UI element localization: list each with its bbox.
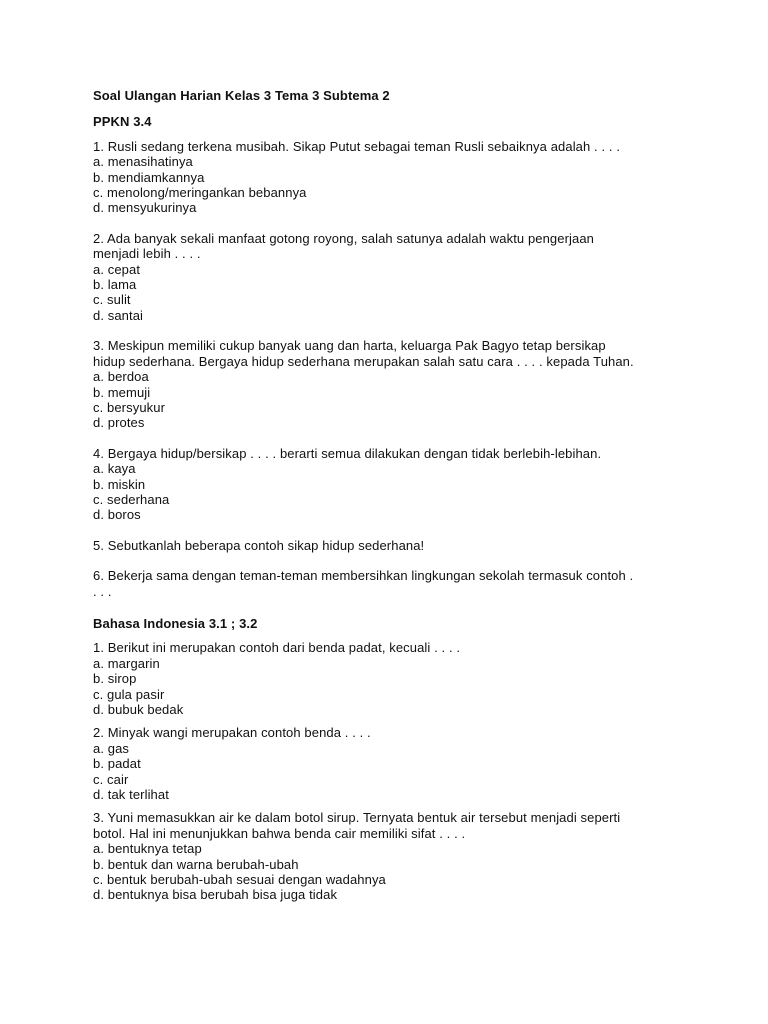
question-2	[93, 231, 733, 323]
option-a: a. gas	[93, 740, 130, 756]
option-d: d. protes	[93, 415, 145, 431]
question-text: menjadi lebih . . . .	[93, 246, 201, 262]
option-a: a. menasihatinya	[93, 154, 193, 170]
option-d: d. boros	[93, 507, 141, 523]
option-b: b. lama	[93, 277, 137, 293]
question-text: 2. Ada banyak sekali manfaat gotong royong, salah satunya adalah waktu pengerjaan	[93, 230, 595, 246]
option-d: d. mensyukurinya	[93, 200, 197, 216]
section-ppkn	[93, 114, 733, 599]
document-title: Soal Ulangan Harian Kelas 3 Tema 3 Subtema 2	[93, 88, 390, 103]
question-text: 5. Sebutkanlah beberapa contoh sikap hidup sederhana!	[93, 537, 425, 553]
option-c: c. bentuk berubah-ubah sesuai dengan wadahnya	[93, 872, 386, 888]
option-a: a. kaya	[93, 461, 136, 477]
question-text: botol. Hal ini menunjukkan bahwa benda cair memiliki sifat . . . .	[93, 825, 466, 841]
question-text: hidup sederhana. Bergaya hidup sederhana merupakan salah satu cara . . . . kepada Tuhan.	[93, 353, 634, 369]
option-d: d. tak terlihat	[93, 787, 169, 803]
option-c: c. cair	[93, 771, 129, 787]
option-c: c. sulit	[93, 292, 131, 308]
question-text: 6. Bekerja sama dengan teman-teman membersihkan lingkungan sekolah termasuk contoh .	[93, 568, 634, 584]
worksheet	[93, 88, 733, 911]
question-text: 1. Rusli sedang terkena musibah. Sikap Putut sebagai teman Rusli sebaiknya adalah . . . .	[93, 138, 621, 154]
question-1	[93, 640, 733, 717]
option-b: b. sirop	[93, 671, 137, 687]
question-text: . . .	[93, 583, 112, 599]
section-bahasa-indonesia	[93, 616, 733, 903]
option-d: d. bentuknya bisa berubah bisa juga tidak	[93, 887, 338, 903]
question-2	[93, 725, 733, 802]
option-d: d. santai	[93, 307, 144, 323]
option-c: c. gula pasir	[93, 686, 165, 702]
question-4	[93, 446, 733, 523]
question-3	[93, 338, 733, 430]
question-text: 3. Meskipun memiliki cukup banyak uang dan harta, keluarga Pak Bagyo tetap bersikap	[93, 338, 606, 354]
option-a: a. berdoa	[93, 369, 149, 385]
option-b: b. miskin	[93, 476, 146, 492]
section-heading: Bahasa Indonesia 3.1 ; 3.2	[93, 615, 258, 631]
question-6	[93, 568, 733, 599]
option-c: c. menolong/meringankan bebannya	[93, 185, 307, 201]
question-3	[93, 810, 733, 902]
option-b: b. memuji	[93, 384, 151, 400]
question-1	[93, 139, 733, 216]
option-d: d. bubuk bedak	[93, 702, 184, 717]
section-heading: PPKN 3.4	[93, 114, 152, 130]
option-a: a. margarin	[93, 655, 160, 671]
option-a: a. bentuknya tetap	[93, 841, 202, 857]
question-text: 1. Berikut ini merupakan contoh dari benda padat, kecuali . . . .	[93, 640, 461, 656]
question-5	[93, 538, 733, 553]
question-text: 4. Bergaya hidup/bersikap . . . . berarti semua dilakukan dengan tidak berlebih-lebihan.	[93, 445, 602, 461]
option-b: b. mendiamkannya	[93, 169, 205, 185]
option-c: c. bersyukur	[93, 399, 166, 415]
question-text: 2. Minyak wangi merupakan contoh benda . . . .	[93, 725, 371, 741]
option-c: c. sederhana	[93, 491, 170, 507]
option-b: b. bentuk dan warna berubah-ubah	[93, 856, 299, 872]
option-b: b. padat	[93, 756, 141, 772]
question-text: 3. Yuni memasukkan air ke dalam botol sirup. Ternyata bentuk air tersebut menjadi seperti	[93, 810, 621, 826]
option-a: a. cepat	[93, 261, 141, 277]
